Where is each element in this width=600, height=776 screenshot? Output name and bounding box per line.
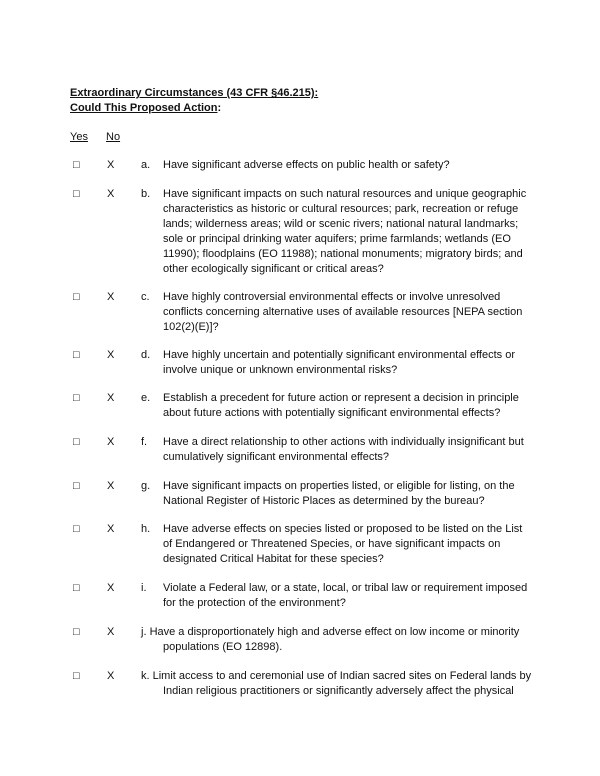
yes-checkbox[interactable]: □ bbox=[73, 670, 80, 682]
item-first: Limit access to and ceremonial use of Indian sacred sites on Federal lands by bbox=[152, 670, 532, 682]
yes-checkbox[interactable]: □ bbox=[73, 582, 80, 594]
no-mark: X bbox=[107, 349, 115, 361]
heading-title: Extraordinary Circumstances (43 CFR §46.215): bbox=[70, 87, 319, 99]
item-letter: a. bbox=[141, 159, 151, 171]
item-text: Have highly controversial environmental effects or involve unresolved conflicts concerning alternative uses of available resources [NEPA section 102(2)(E)]? bbox=[163, 291, 523, 333]
yes-checkbox[interactable]: □ bbox=[73, 188, 80, 200]
heading-subtitle-colon: : bbox=[217, 102, 222, 114]
item-text: Have significant impacts on such natural resources and unique geographic characteristics as historic or cultural resources; park, recreation or refuge lands; wilderness areas; wild or scenic rivers; national natural landmarks; sole or principal drinking water aquifers; prime farmlands; wetlands (EO 11990); floodplains (EO 11988); national monuments; migratory birds; and other ecologically significant or critical areas? bbox=[163, 188, 527, 275]
item-letter: c. bbox=[141, 291, 150, 303]
yes-checkbox[interactable]: □ bbox=[73, 392, 80, 404]
yes-checkbox[interactable]: □ bbox=[73, 626, 80, 638]
column-no: No bbox=[106, 131, 121, 143]
item-text: Violate a Federal law, or a state, local, or tribal law or requirement imposed for the protection of the environment? bbox=[163, 582, 528, 609]
no-mark: X bbox=[107, 480, 115, 492]
item-first: Have a disproportionately high and adverse effect on low income or minority bbox=[149, 626, 520, 638]
no-mark: X bbox=[107, 582, 115, 594]
item-letter: j. bbox=[141, 626, 147, 638]
no-mark: X bbox=[107, 392, 115, 404]
item-text bbox=[141, 625, 536, 655]
item-text: Establish a precedent for future action or represent a decision in principle about future actions with potentially significant environmental effects? bbox=[163, 392, 519, 419]
item-letter: f. bbox=[141, 436, 148, 448]
item-text-first-line bbox=[141, 625, 536, 640]
item-text-first-line bbox=[141, 669, 536, 684]
no-mark: X bbox=[107, 188, 115, 200]
item-text: Have adverse effects on species listed or proposed to be listed on the List of Endangered or Threatened Species, or have significant impacts on designated Critical Habitat for these species? bbox=[163, 523, 523, 565]
item-letter: i. bbox=[141, 582, 147, 594]
item-letter: d. bbox=[141, 349, 151, 361]
item-text bbox=[141, 669, 536, 699]
yes-checkbox[interactable]: □ bbox=[73, 349, 80, 361]
no-mark: X bbox=[107, 670, 115, 682]
item-letter: k. bbox=[141, 670, 150, 682]
no-mark: X bbox=[107, 626, 115, 638]
no-mark: X bbox=[107, 436, 115, 448]
heading-subtitle bbox=[70, 101, 318, 116]
heading-subtitle-text: Could This Proposed Action bbox=[70, 102, 218, 114]
item-text: Have significant adverse effects on public health or safety? bbox=[163, 159, 450, 171]
item-letter: g. bbox=[141, 480, 151, 492]
column-yes: Yes bbox=[70, 131, 88, 143]
no-mark: X bbox=[107, 291, 115, 303]
item-text-continued: Indian religious practitioners or significantly adversely affect the physical bbox=[163, 685, 514, 697]
yes-checkbox[interactable]: □ bbox=[73, 291, 80, 303]
item-text: Have highly uncertain and potentially significant environmental effects or involve unique or unknown environmental risks? bbox=[163, 349, 515, 376]
item-text: Have significant impacts on properties listed, or eligible for listing, on the National Register of Historic Places as determined by the bureau? bbox=[163, 480, 515, 507]
section-heading bbox=[70, 86, 318, 116]
item-text: Have a direct relationship to other actions with individually insignificant but cumulatively significant environmental effects? bbox=[163, 436, 524, 463]
item-text-continued: populations (EO 12898). bbox=[163, 641, 283, 653]
no-mark: X bbox=[107, 523, 115, 535]
item-letter: e. bbox=[141, 392, 151, 404]
yes-checkbox[interactable]: □ bbox=[73, 436, 80, 448]
yes-checkbox[interactable]: □ bbox=[73, 523, 80, 535]
yes-checkbox[interactable]: □ bbox=[73, 480, 80, 492]
yes-checkbox[interactable]: □ bbox=[73, 159, 80, 171]
item-letter: h. bbox=[141, 523, 151, 535]
item-letter: b. bbox=[141, 188, 151, 200]
no-mark: X bbox=[107, 159, 115, 171]
